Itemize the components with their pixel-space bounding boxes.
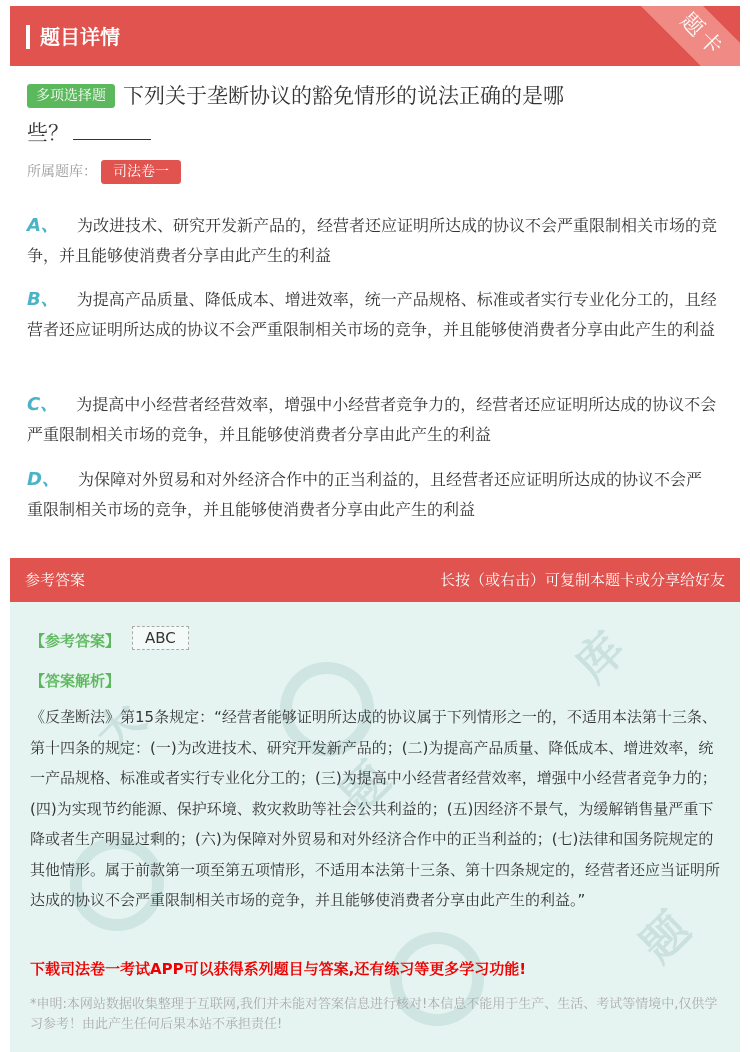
answer-bar-title: 参考答案: [25, 571, 86, 589]
question-type-badge: 多项选择题: [27, 84, 115, 108]
answer-bar: [10, 558, 740, 602]
bank-badge[interactable]: 司法卷一: [101, 160, 181, 184]
option-letter: D、: [27, 469, 60, 490]
analysis-text: 《反垄断法》第15条规定：“经营者能够证明所达成的协议属于下列情形之一的，不适用本法第十三条、第十四条的规定：(一)为改进技术、研究开发新产品的；(二)为提高产品质量、降低成本、增进效率，统一产品规格、标准或者实行专业化分工的；(三)为提高中小经营者经营效率，增强中小经营者竞争力的；(四)为实现节约能源、保护环境、救灾救助等社会公共利益的；(五)因经济不景气，为缓解销售量严重下降或者生产明显过剩的；(六)为保障对外贸易和对外经济合作中的正当利益的；(七)法律和国务院规定的其他情形。属于前款第一项至第五项情形，不适用本法第十三条、第十四条规定的，经营者还应当证明所达成的协议不会严重限制相关市场的竞争，并且能够使消费者分享由此产生的利益。”: [30, 708, 721, 909]
header-accent: [26, 25, 30, 49]
share-hint: 长按（或右击）可复制本题卡或分享给好友: [439, 571, 725, 589]
reference-answer-label: 【参考答案】: [30, 632, 121, 650]
option-letter: B、: [27, 289, 59, 310]
watermark-glyph: 题: [329, 751, 401, 823]
option-text: 为提高中小经营者经营效率，增强中小经营者竞争力的，经营者还应证明所达成的协议不会严重限制相关市场的竞争，并且能够使消费者分享由此产生的利益: [27, 395, 717, 444]
question-line-2: [27, 117, 151, 149]
option-letter: C、: [27, 394, 59, 415]
analysis-label: 【答案解析】: [30, 672, 121, 690]
disclaimer: *申明:本网站数据收集整理于互联网,我们并未能对答案信息进行核对!本信息不能用于生产、生活、考试等情境中,仅供学习参考！由此产生任何后果本站不承担责任!: [30, 997, 718, 1032]
option-text: 为改进技术、研究开发新产品的，经营者还应证明所达成的协议不会严重限制相关市场的竞争，并且能够使消费者分享由此产生的利益: [27, 216, 717, 265]
watermark-glyph: 库: [564, 621, 636, 693]
option-c[interactable]: [27, 390, 717, 450]
question-text-2: 些？: [27, 121, 69, 145]
option-text: 为提高产品质量、降低成本、增进效率，统一产品规格、标准或者实行专业化分工的，且经营者还应证明所达成的协议不会严重限制相关市场的竞争，并且能够使消费者分享由此产生的利益: [27, 290, 717, 339]
corner-ribbon: 题卡: [630, 6, 740, 66]
bank-row: [27, 160, 181, 184]
reference-answer-value: ABC: [132, 626, 189, 650]
watermark-glyph: 大: [84, 691, 156, 763]
answer-panel: [10, 602, 740, 1052]
option-b[interactable]: [27, 285, 717, 345]
page-title: 题目详情: [40, 25, 120, 49]
bank-label: 所属题库：: [27, 164, 97, 180]
app-promo-link[interactable]: 下载司法卷一考试APP可以获得系列题目与答案,还有练习等更多学习功能!: [30, 960, 527, 978]
watermark-glyph: 题: [629, 901, 701, 973]
answer-blank: [73, 117, 151, 140]
option-letter: A、: [27, 215, 59, 236]
header-bar: [10, 6, 740, 66]
option-d[interactable]: [27, 465, 717, 525]
option-text: 为保障对外贸易和对外经济合作中的正当利益的，且经营者还应证明所达成的协议不会严重限制相关市场的竞争，并且能够使消费者分享由此产生的利益: [27, 470, 702, 519]
option-a[interactable]: [27, 211, 717, 271]
question-text-1: 下列关于垄断协议的豁免情形的说法正确的是哪: [123, 84, 564, 108]
question-line-1: [27, 80, 727, 112]
